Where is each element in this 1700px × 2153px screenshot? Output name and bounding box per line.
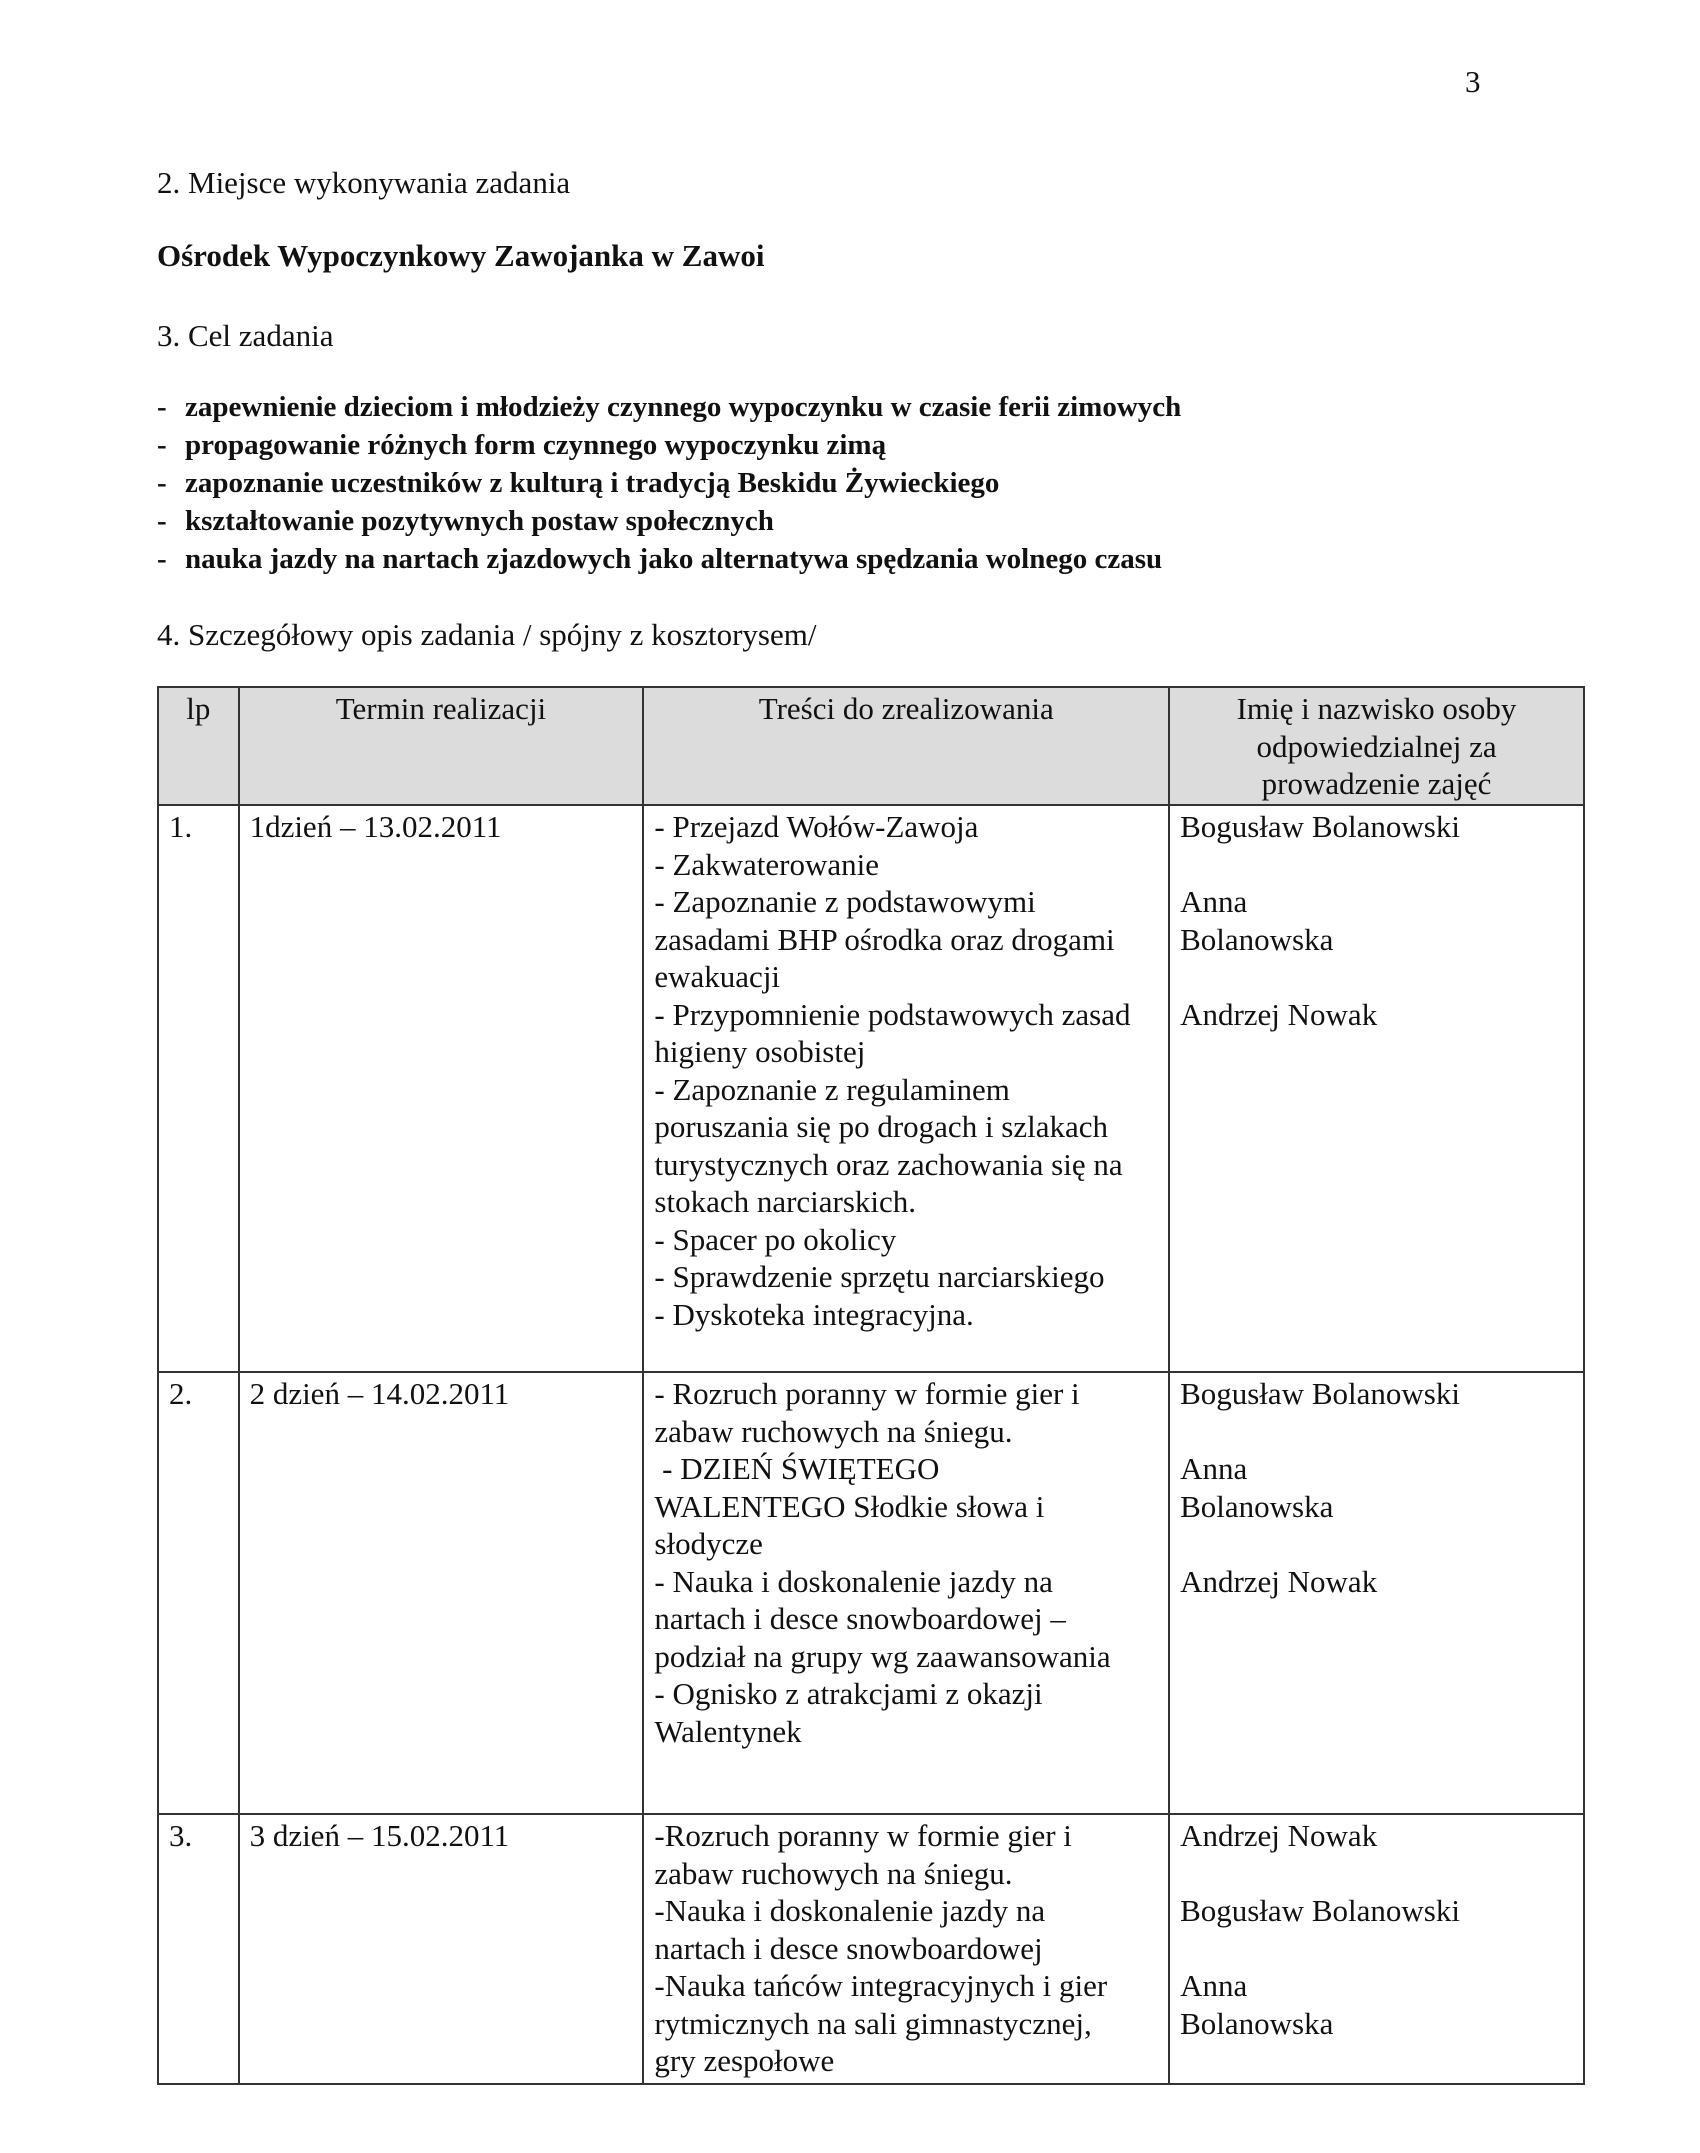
place-name: Ośrodek Wypoczynkowy Zawojanka w Zawoi	[157, 238, 765, 273]
table-row	[158, 1814, 1584, 2084]
content-line: - Dyskoteka integracyjna.	[654, 1296, 974, 1332]
content-line: nartach i desce snowboardowej –	[654, 1601, 1066, 1636]
content-line: - Zapoznanie z regulaminem	[654, 1071, 1010, 1107]
person-name: Bolanowska	[1180, 2005, 1334, 2041]
section-2-heading: 2. Miejsce wykonywania zadania	[157, 165, 571, 200]
goal-text: nauka jazdy na nartach zjazdowych jako alternatywa spędzania wolnego czasu	[185, 543, 1163, 575]
content-line: - Przypomnienie podstawowych zasad	[654, 996, 1131, 1032]
goal-text: propagowanie różnych form czynnego wypoczynku zimą	[185, 429, 887, 461]
content-line: - Zapoznanie z podstawowymi	[654, 884, 1036, 919]
person-name: Bogusław Bolanowski	[1180, 1893, 1460, 1928]
content-line: stokach narciarskich.	[654, 1184, 917, 1219]
content-line: - Przejazd Wołów-Zawoja	[654, 809, 979, 844]
person-name: Andrzej Nowak	[1180, 1563, 1378, 1599]
content-line: -Rozruch poranny w formie gier i	[654, 1818, 1072, 1853]
content-line: - Rozruch poranny w formie gier i	[654, 1376, 1080, 1411]
content-line: poruszania się po drogach i szlakach	[654, 1109, 1109, 1144]
table-row	[158, 805, 1584, 1372]
row-lp: 1.	[158, 805, 239, 1372]
person-name: Andrzej Nowak	[1180, 1818, 1378, 1853]
content-line: - Ognisko z atrakcjami z okazji	[654, 1676, 1043, 1711]
person-name: Anna	[1180, 884, 1248, 919]
table-header-row	[158, 687, 1584, 805]
content-line: - Nauka i doskonalenie jazdy na	[654, 1563, 1053, 1599]
goal-item: - nauka jazdy na nartach zjazdowych jako alternatywa spędzania wolnego czasu	[157, 543, 1163, 575]
row-content	[643, 1372, 1169, 1814]
row-content	[643, 1814, 1169, 2084]
goals-list	[157, 388, 1181, 578]
section-4-heading: 4. Szczegółowy opis zadania / spójny z kosztorysem/	[157, 617, 817, 652]
content-line: -Nauka tańców integracyjnych i gier	[654, 1968, 1108, 2003]
spacer	[1180, 1930, 1573, 1968]
spacer	[1180, 1855, 1573, 1893]
row-lp: 2.	[158, 1372, 239, 1814]
row-persons	[1169, 1372, 1584, 1814]
goal-item: - kształtowanie pozytywnych postaw społecznych	[157, 505, 774, 537]
header-term: Termin realizacji	[239, 687, 644, 805]
person-name: Bogusław Bolanowski	[1180, 1376, 1460, 1411]
person-name: Anna	[1180, 1451, 1248, 1486]
goal-text: zapoznanie uczestników z kulturą i tradycją Beskidu Żywieckiego	[185, 467, 1000, 499]
person-name: Bolanowska	[1180, 1488, 1334, 1524]
content-line: zasadami BHP ośrodka oraz drogami	[654, 921, 1115, 957]
goal-item: - zapewnienie dzieciom i młodzieży czynnego wypoczynku w czasie ferii zimowych	[157, 391, 1182, 423]
goal-item: - zapoznanie uczestników z kulturą i tradycją Beskidu Żywieckiego	[157, 467, 1000, 499]
spacer	[1180, 1413, 1573, 1451]
content-line: - Spacer po okolicy	[654, 1221, 897, 1257]
row-term: 1dzień – 13.02.2011	[239, 805, 644, 1372]
content-line: zabaw ruchowych na śniegu.	[654, 1413, 1013, 1449]
content-line: - Zakwaterowanie	[654, 846, 880, 882]
section-3-heading: 3. Cel zadania	[157, 318, 334, 353]
content-line: podział na grupy wg zaawansowania	[654, 1638, 1111, 1674]
spacer	[1180, 846, 1573, 884]
row-persons	[1169, 805, 1584, 1372]
table-row	[158, 1372, 1584, 1814]
content-line: nartach i desce snowboardowej	[654, 1930, 1043, 1966]
row-persons	[1169, 1814, 1584, 2084]
content-line: rytmicznych na sali gimnastycznej,	[654, 2005, 1092, 2041]
row-content	[643, 805, 1169, 1372]
header-person: Imię i nazwisko osoby odpowiedzialnej za prowadzenie zajęć	[1169, 687, 1584, 805]
goal-item: - propagowanie różnych form czynnego wypoczynku zimą	[157, 429, 887, 461]
person-name: Anna	[1180, 1968, 1248, 2003]
person-name: Andrzej Nowak	[1180, 996, 1378, 1032]
person-name: Bolanowska	[1180, 921, 1334, 957]
content-line: ewakuacji	[654, 959, 781, 994]
header-content: Treści do zrealizowania	[643, 687, 1169, 805]
page-number: 3	[1465, 64, 1481, 99]
content-line: - Sprawdzenie sprzętu narciarskiego	[654, 1259, 1105, 1294]
content-line: higieny osobistej	[654, 1034, 866, 1069]
content-line: -Nauka i doskonalenie jazdy na	[654, 1893, 1046, 1928]
content-line: słodycze	[654, 1526, 763, 1561]
spacer	[1180, 1525, 1573, 1563]
spacer	[1180, 958, 1573, 996]
row-lp: 3.	[158, 1814, 239, 2084]
content-line: turystycznych oraz zachowania się na	[654, 1146, 1123, 1182]
content-line: - DZIEŃ ŚWIĘTEGO	[654, 1451, 940, 1486]
content-line: gry zespołowe	[654, 2043, 835, 2078]
header-lp: lp	[158, 687, 239, 805]
row-term: 3 dzień – 15.02.2011	[239, 1814, 644, 2084]
row-term: 2 dzień – 14.02.2011	[239, 1372, 644, 1814]
goal-text: zapewnienie dzieciom i młodzieży czynnego wypoczynku w czasie ferii zimowych	[185, 391, 1182, 423]
content-line: zabaw ruchowych na śniegu.	[654, 1855, 1013, 1891]
person-name: Bogusław Bolanowski	[1180, 809, 1460, 844]
schedule-table	[157, 686, 1585, 2085]
content-line: WALENTEGO Słodkie słowa i	[654, 1488, 1045, 1524]
content-line: Walentynek	[654, 1713, 802, 1749]
goal-text: kształtowanie pozytywnych postaw społecznych	[185, 505, 774, 537]
